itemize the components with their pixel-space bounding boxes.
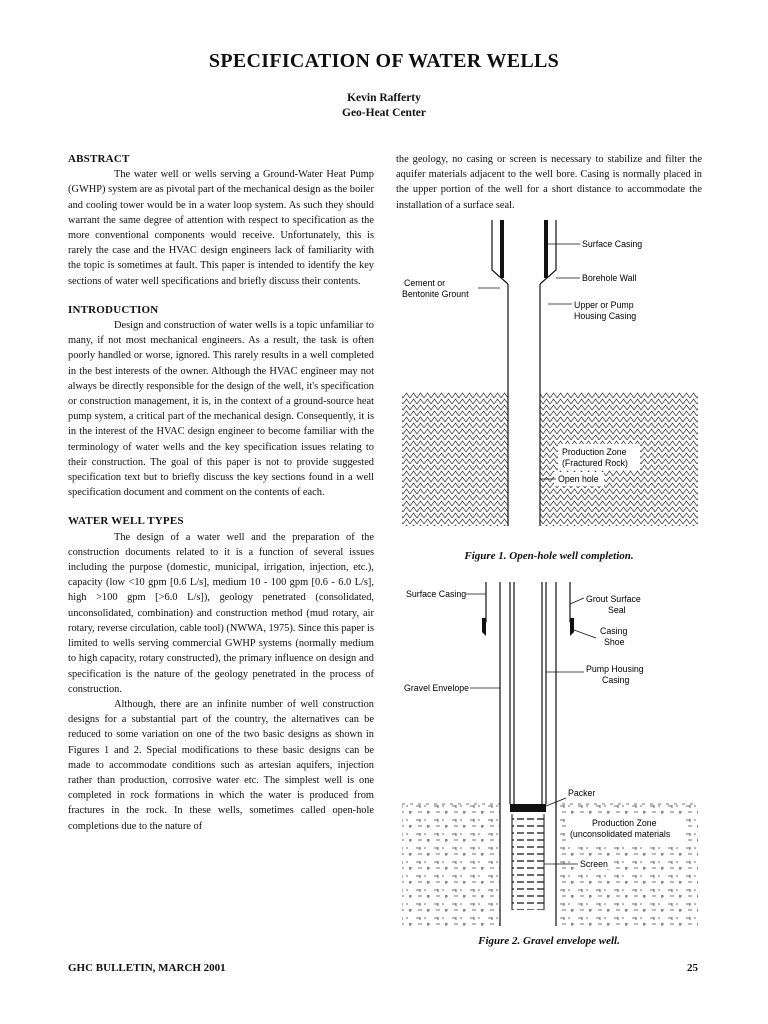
label-borehole-wall: Borehole Wall xyxy=(582,273,637,283)
label-production-zone-2: (unconsolidated materials xyxy=(570,829,671,839)
pump-housing-casing-left xyxy=(500,220,504,278)
label-surface-casing: Surface Casing xyxy=(582,239,643,249)
figure-2 xyxy=(396,578,706,930)
well-types-heading: WATER WELL TYPES xyxy=(68,515,184,528)
label-production-zone-1: Production Zone xyxy=(592,818,657,828)
well-types-paragraph-2: Although, there are an infinite number of well construction designs for a substantial part of the country, the alternatives can be reduced to some variation on one of the two basic designs as shown in Figures 1 and 2. Special modifications to these basic designs can be made to accommodate conditions such as artesian aquifers, injection rather than production, corrosive water etc. The simplest well is one completed in rock formations in which the water is produced from fractures in the rock. In these wells, sometimes called open-hole completions due to the nature of xyxy=(68,698,374,832)
well-types-paragraph-1: The design of a water well and the preparation of the construction documents related to it is a function of several issues including the purpose (domestic, municipal, irrigation, injection, etc.), capacity (low <10 gpm [0.6 L/s], medium 10 - 100 gpm [0.6 - 6.0 L/s], high >100 gpm [>6.0 L/s]), geology penetrated (consolidated, unconsolidated, combination) and construction method (mud rotary, air rotary, reverse circulation, cable tool) (NWWA, 1975). Since this paper is limited to wells serving commercial GWHP systems (normally medium to high capacity, rotary constructed), the primary influence on design and specification is the nature of the geology penetrated in the process of construction. xyxy=(68,531,374,695)
paper-title: SPECIFICATION OF WATER WELLS xyxy=(208,50,560,72)
abstract-heading: ABSTRACT xyxy=(68,153,130,165)
packer xyxy=(510,804,546,812)
casing-shoe-left xyxy=(482,618,486,636)
label-packer: Packer xyxy=(568,788,596,798)
pump-housing-casing-right xyxy=(544,220,548,278)
fractured-rock-zone xyxy=(402,392,698,526)
label-grout-2: Seal xyxy=(608,605,626,615)
figure-1-caption: Figure 1. Open-hole well completion. xyxy=(464,550,634,562)
abstract-paragraph: The water well or wells serving a Ground-Water Heat Pump (GWHP) system are as pivotal part of the mechanical design as the boiler and cooling tower would be in a water loop system. As such they should warrant the same degree of attention with respect to specification as the more conventional components would receive. Unfortunately, this is rarely the case and the HVAC design engineers lack of familiarity with the topic is sometimes at fault. This paper is intended to identify the key sections of water well specifications and briefly discuss their contents. xyxy=(68,169,374,287)
label-screen: Screen xyxy=(580,859,608,869)
author-name: Kevin Rafferty xyxy=(347,92,421,104)
figure-1 xyxy=(396,212,706,532)
borehole xyxy=(508,218,540,526)
label-pump-2: Casing xyxy=(602,675,630,685)
introduction-paragraph: Design and construction of water wells is a topic unfamiliar to many, if not most mechanical engineers. As a result, the task is often poorly handled or worse, ignored. This rarely results in a well completed in the best interests of the owner. Although the HVAC engineer may not always be directly responsible for the design of the well, it's specification or construction management, it is, in the context of a ground-source heat pump system, a critical part of the mechanical design. Consequently, it is in the interest of the HVAC design engineer to become familiar with the terminology of water wells and the key specification issues relating to their construction. The goal of this paper is not to provide suggested specification text but to briefly discuss the key sections found in a well specification document and comment on the contents of each. xyxy=(68,320,374,499)
introduction-heading: INTRODUCTION xyxy=(68,303,159,316)
figure-2-diagram xyxy=(396,578,706,930)
label-shoe-2: Shoe xyxy=(604,637,625,647)
label-gravel-envelope: Gravel Envelope xyxy=(404,683,470,693)
label-surface-casing: Surface Casing xyxy=(406,589,467,599)
author-affiliation: Geo-Heat Center xyxy=(342,107,426,119)
label-shoe-1: Casing xyxy=(600,626,628,636)
label-grout-1: Grout Surface xyxy=(586,594,641,604)
label-pump-1: Pump Housing xyxy=(586,664,644,674)
page-number: 25 xyxy=(687,962,698,974)
figure-2-caption: Figure 2. Gravel envelope well. xyxy=(478,935,620,947)
figure-1-diagram xyxy=(396,212,706,532)
label-upper-1: Upper or Pump xyxy=(574,300,634,310)
right-column xyxy=(396,152,702,213)
label-upper-2: Housing Casing xyxy=(574,311,637,321)
footer-publication: GHC BULLETIN, MARCH 2001 xyxy=(68,962,226,974)
label-production-zone-1: Production Zone xyxy=(562,447,627,457)
label-cement-1: Cement or xyxy=(404,278,446,288)
label-cement-2: Bentonite Grount xyxy=(402,289,469,299)
label-production-zone-2: (Fractured Rock) xyxy=(562,458,628,468)
label-open-hole: Open hole xyxy=(558,474,599,484)
left-column xyxy=(68,152,374,834)
screen xyxy=(512,814,544,910)
well-types-continuation: the geology, no casing or screen is necessary to stabilize and filter the aquifer materials adjacent to the well bore. Casing is normally placed in the upper portion of the well for a short distance to accommodate the installation of a surface seal. xyxy=(396,154,702,211)
casing-shoe-right xyxy=(570,618,574,636)
